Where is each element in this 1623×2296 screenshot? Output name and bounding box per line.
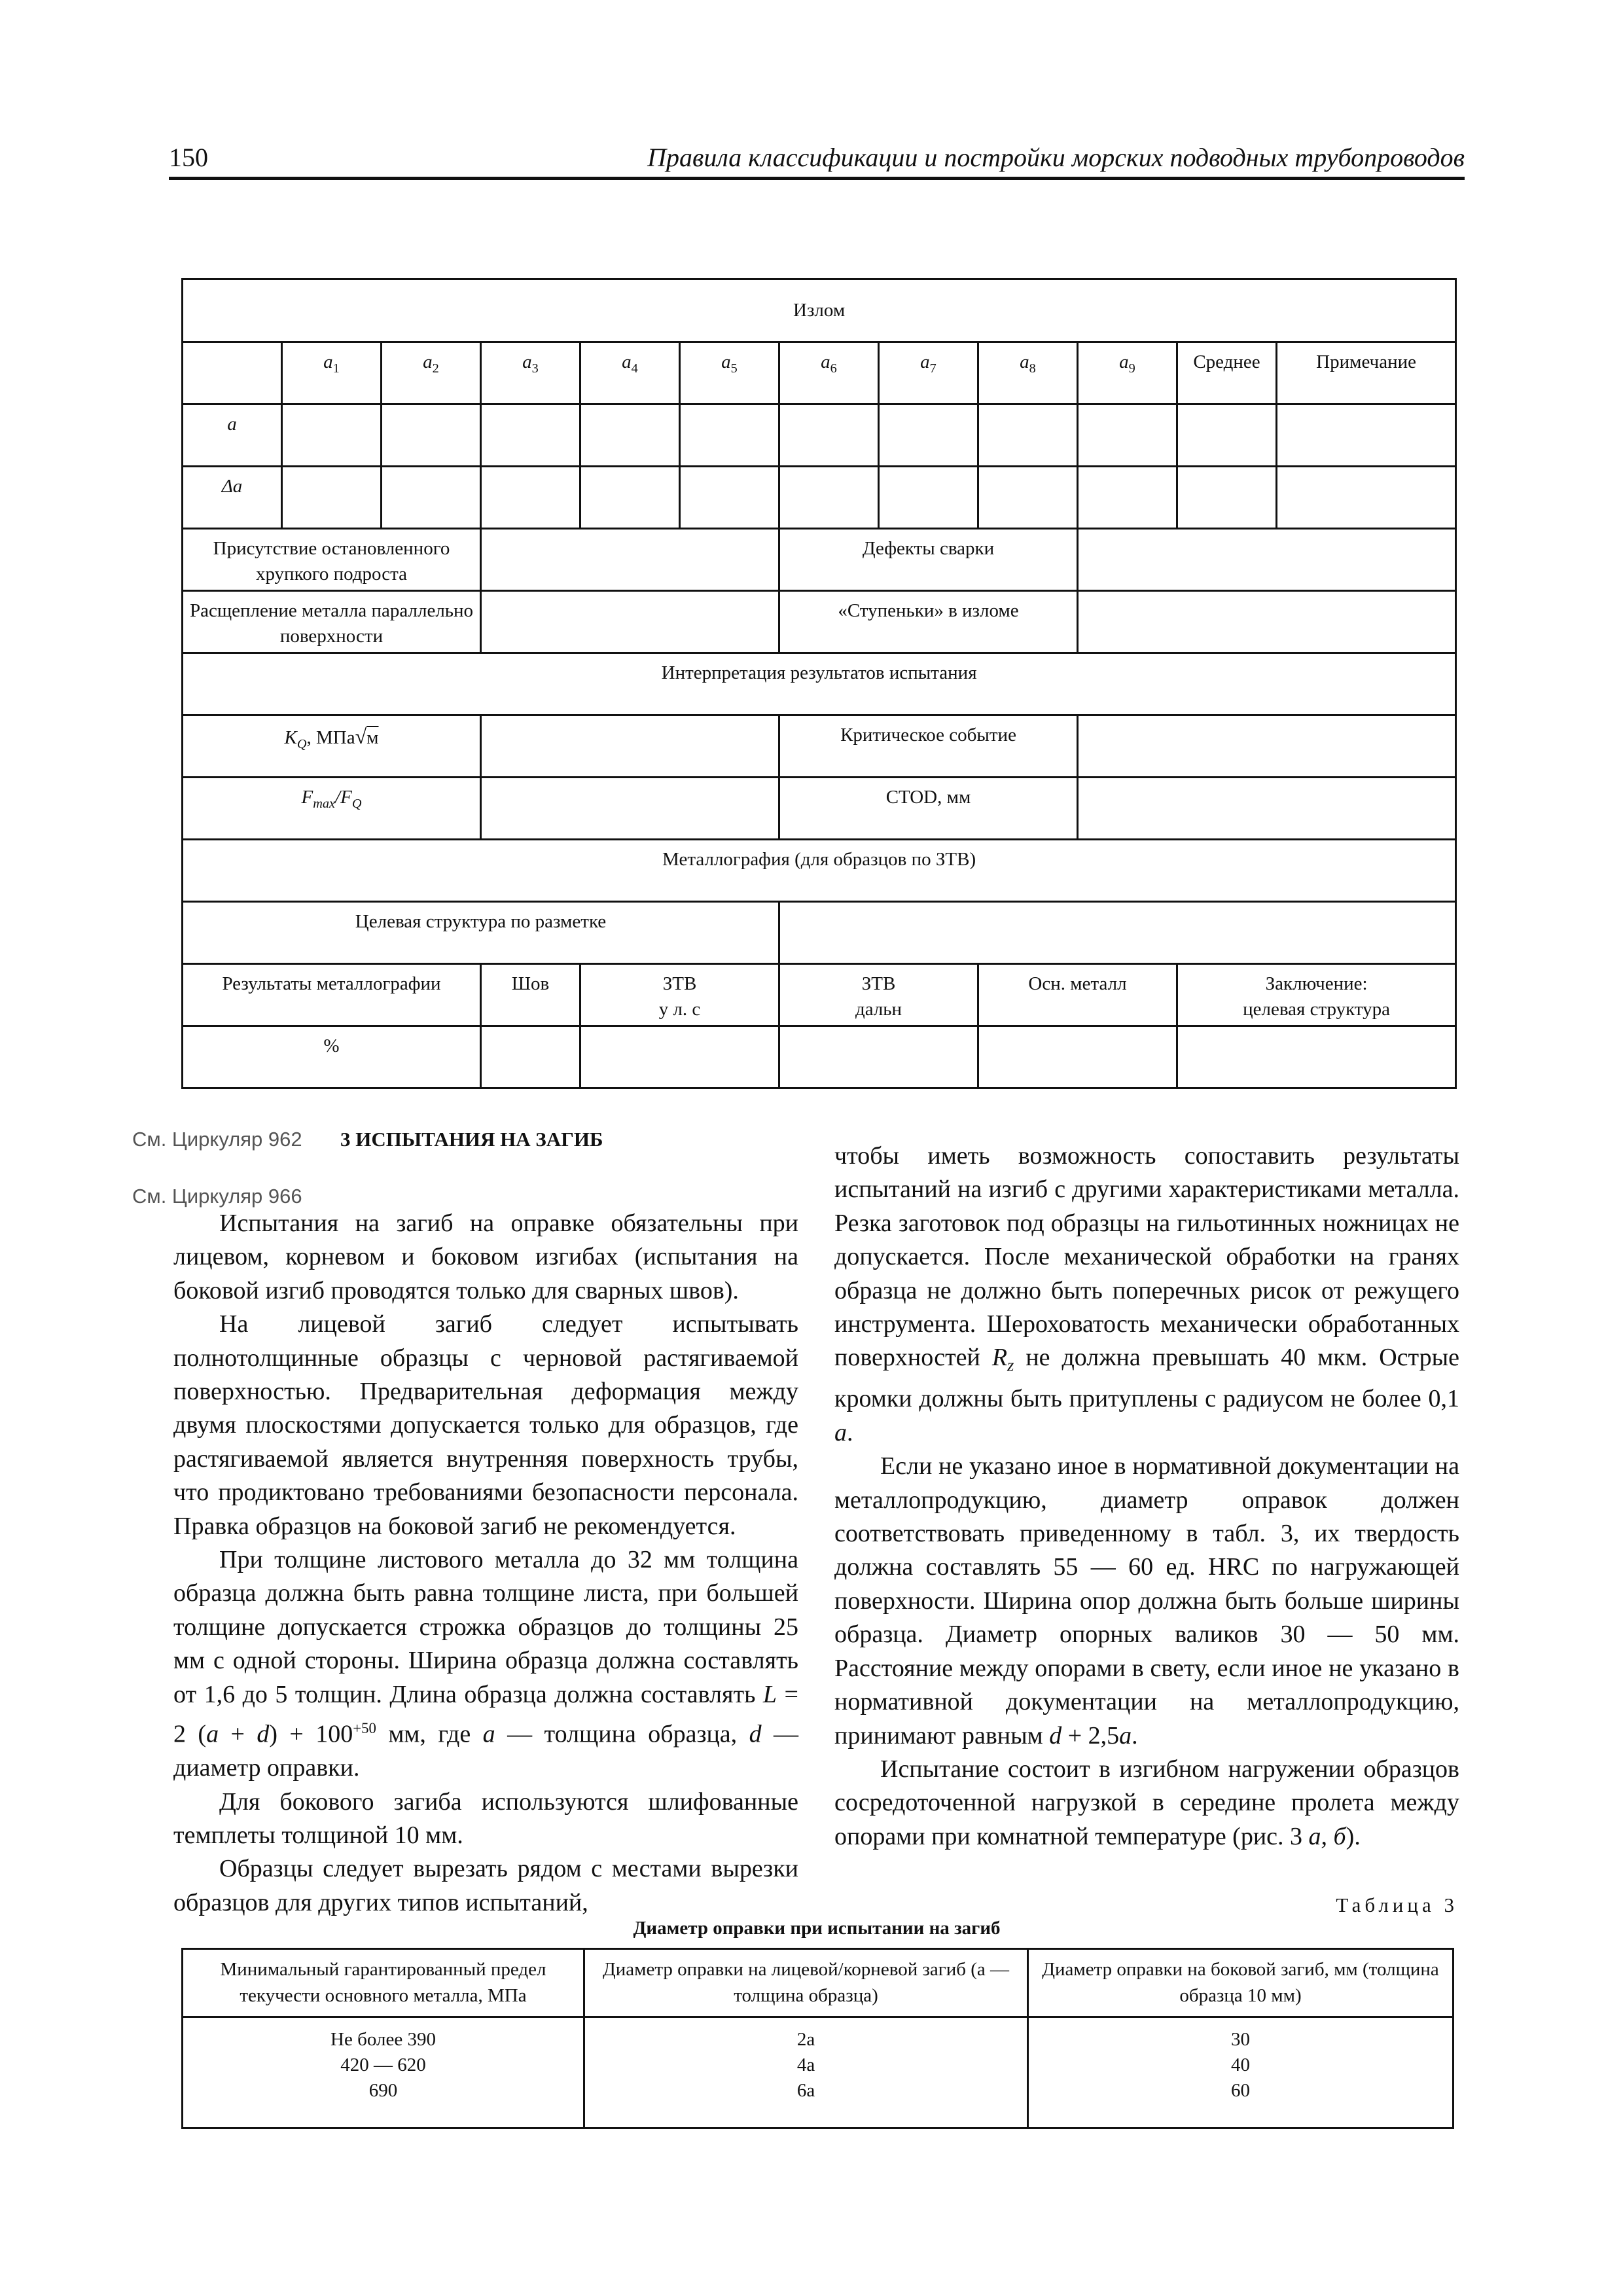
paragraph: чтобы иметь возможность сопоставить результаты испытаний на изгиб с другими характеристиками металла. Резка заготовок под образцы на гильотинных ножницах не допускается. После механической обработки на гранях образца не должно быть поперечных рисок от режущего инструмента. Шероховатость механически обработанных поверхностей $R_z$ не должна превышать 40 мкм. Острые кромки должны быть притуплены с радиусом не более 0,1 a.: [834, 1142, 1459, 1446]
percent-haz-near[interactable]: [580, 1026, 779, 1088]
base-metal-col: Осн. металл: [978, 964, 1177, 1026]
col-a4: $a_4$: [580, 342, 680, 404]
critical-event-label: Критическое событие: [779, 715, 1078, 778]
critical-event-value[interactable]: [1078, 715, 1456, 778]
weld-col: Шов: [481, 964, 580, 1026]
table-cell: 2a: [796, 2029, 815, 2050]
fmax-fq-value[interactable]: [481, 778, 779, 840]
col-average: Среднее: [1177, 342, 1277, 404]
col-a3: $a_3$: [481, 342, 580, 404]
row-delta-a-label: Δa: [183, 467, 282, 529]
metallography-title: Металлография (для образцов по ЗТВ): [183, 840, 1456, 902]
ctod-value[interactable]: [1078, 778, 1456, 840]
kq-label: $K_Q$, МПа√м: [183, 715, 481, 778]
percent-conclusion[interactable]: [1177, 1026, 1456, 1088]
col-a6: $a_6$: [779, 342, 879, 404]
table-cell: 6a: [796, 2080, 815, 2102]
percent-base-metal[interactable]: [978, 1026, 1177, 1088]
table-label: Таблица 3: [1336, 1893, 1458, 1916]
side-column: [1028, 2017, 1454, 2128]
col-a5: $a_5$: [680, 342, 779, 404]
mandrel-diameter-table: [181, 1948, 1454, 2129]
paragraph: Испытание состоит в изгибном нагружении образцов сосредоточенной нагрузкой в середине пролета между опорами при комнатной температуре (рис. 3 а, б).: [834, 1755, 1459, 1850]
table-cell: 690: [368, 2080, 398, 2102]
percent-haz-far[interactable]: [779, 1026, 978, 1088]
paragraph: Образцы следует вырезать рядом с местами вырезки образцов для других типов испытаний,: [173, 1855, 798, 1916]
arrested-crack-value[interactable]: [481, 529, 779, 591]
kq-value[interactable]: [481, 715, 779, 778]
col-a7: $a_7$: [879, 342, 978, 404]
haz-far-col: ЗТВ дальн: [779, 964, 978, 1026]
page-number: 150: [169, 143, 208, 172]
col-note: Примечание: [1277, 342, 1456, 404]
paragraph: На лицевой загиб следует испытывать полнотолщинные образцы с черновой растягиваемой поверхностью. Предварительная деформация между двумя плоскостями допускается только для образцов, где растягиваемой является внутренняя поверхность трубы, что продиктовано требованиями безопасности персонала. Правка образцов на боковой загиб не рекомендуется.: [173, 1310, 798, 1540]
circular-962-note[interactable]: См. Циркуляр 962: [132, 1128, 302, 1151]
fracture-report-form: [181, 278, 1457, 1089]
target-structure-label: Целевая структура по разметке: [183, 902, 779, 964]
percent-weld[interactable]: [481, 1026, 580, 1088]
arrested-crack-label: Присутствие остановленного хрупкого подроста: [183, 529, 481, 591]
weld-defects-label: Дефекты сварки: [779, 529, 1078, 591]
face-root-column: [584, 2017, 1028, 2128]
fracture-title: Излом: [183, 279, 1456, 342]
col-a9: $a_9$: [1078, 342, 1177, 404]
table-caption: Диаметр оправки при испытании на загиб: [633, 1918, 1001, 1939]
paragraph: Испытания на загиб на оправке обязательны при лицевом, корневом и боковом изгибах (испытания на боковой изгиб проводятся только для сварных швов).: [173, 1210, 798, 1304]
table-cell: Не более 390: [330, 2029, 436, 2050]
row-a-label: a: [183, 404, 282, 467]
interpretation-title: Интерпретация результатов испытания: [183, 653, 1456, 715]
blank-cell: [183, 342, 282, 404]
col-a1: $a_1$: [282, 342, 382, 404]
table-cell: 30: [1231, 2029, 1250, 2050]
metallography-results-label: Результаты металлографии: [183, 964, 481, 1026]
fmax-fq-label: $F_{max}/F_Q$: [183, 778, 481, 840]
table-cell: 40: [1231, 2054, 1250, 2076]
ctod-label: CTOD, мм: [779, 778, 1078, 840]
col-a8: $a_8$: [978, 342, 1078, 404]
table-header-cell: Минимальный гарантированный предел текучести основного металла, МПа: [183, 1949, 584, 2017]
left-text-column: [173, 1207, 798, 1920]
paragraph: При толщине листового металла до 32 мм толщина образца должна быть равна толщине листа, при большей толщине допускается строжка образцов до толщины 25 мм с одной стороны. Ширина образца должна составлять от 1,6 до 5 толщин. Длина образца должна составлять L = 2 $(a + d) + 100^{+50}$ мм, где a — толщина образца, d — диаметр оправки.: [173, 1546, 799, 1782]
paragraph: Если не указано иное в нормативной документации на металлопродукцию, диаметр оправок должен соответствовать приведенному в табл. 3, их твердость должна составлять 55 — 60 ед. HRC по нагружающей поверхности. Ширина опор должна быть больше ширины образца. Диаметр опорных валиков 30 — 50 мм. Расстояние между опорами в свету, если иное не указано в нормативной документации на металлопродукцию, принимают равным d + 2,5a.: [834, 1452, 1459, 1749]
splitting-value[interactable]: [481, 591, 779, 653]
haz-near-col: ЗТВ у л. с: [580, 964, 779, 1026]
paragraph: Для бокового загиба используются шлифованные темплеты толщиной 10 мм.: [173, 1787, 798, 1849]
right-text-column: [834, 1139, 1459, 1854]
splitting-label: Расщепление металла параллельно поверхности: [183, 591, 481, 653]
conclusion-col: Заключение: целевая структура: [1177, 964, 1456, 1026]
yield-column: [183, 2017, 584, 2128]
table-header-cell: Диаметр оправки на лицевой/корневой загиб (a — толщина образца): [584, 1949, 1028, 2017]
col-a2: $a_2$: [382, 342, 481, 404]
steps-label: «Ступеньки» в изломе: [779, 591, 1078, 653]
table-header-cell: Диаметр оправки на боковой загиб, мм (толщина образца 10 мм): [1028, 1949, 1454, 2017]
section-title: 3 ИСПЫТАНИЯ НА ЗАГИБ: [340, 1128, 603, 1151]
steps-value[interactable]: [1078, 591, 1456, 653]
table-cell: 420 — 620: [340, 2054, 426, 2076]
table-cell: 60: [1231, 2080, 1250, 2102]
weld-defects-value[interactable]: [1078, 529, 1456, 591]
page-header: [169, 141, 1465, 180]
table-cell: 4a: [796, 2054, 815, 2076]
percent-label: %: [183, 1026, 481, 1088]
target-structure-value[interactable]: [779, 902, 1456, 964]
running-title: Правила классификации и постройки морских подводных трубопроводов: [647, 143, 1465, 172]
circular-966-note[interactable]: См. Циркуляр 966: [132, 1185, 302, 1208]
